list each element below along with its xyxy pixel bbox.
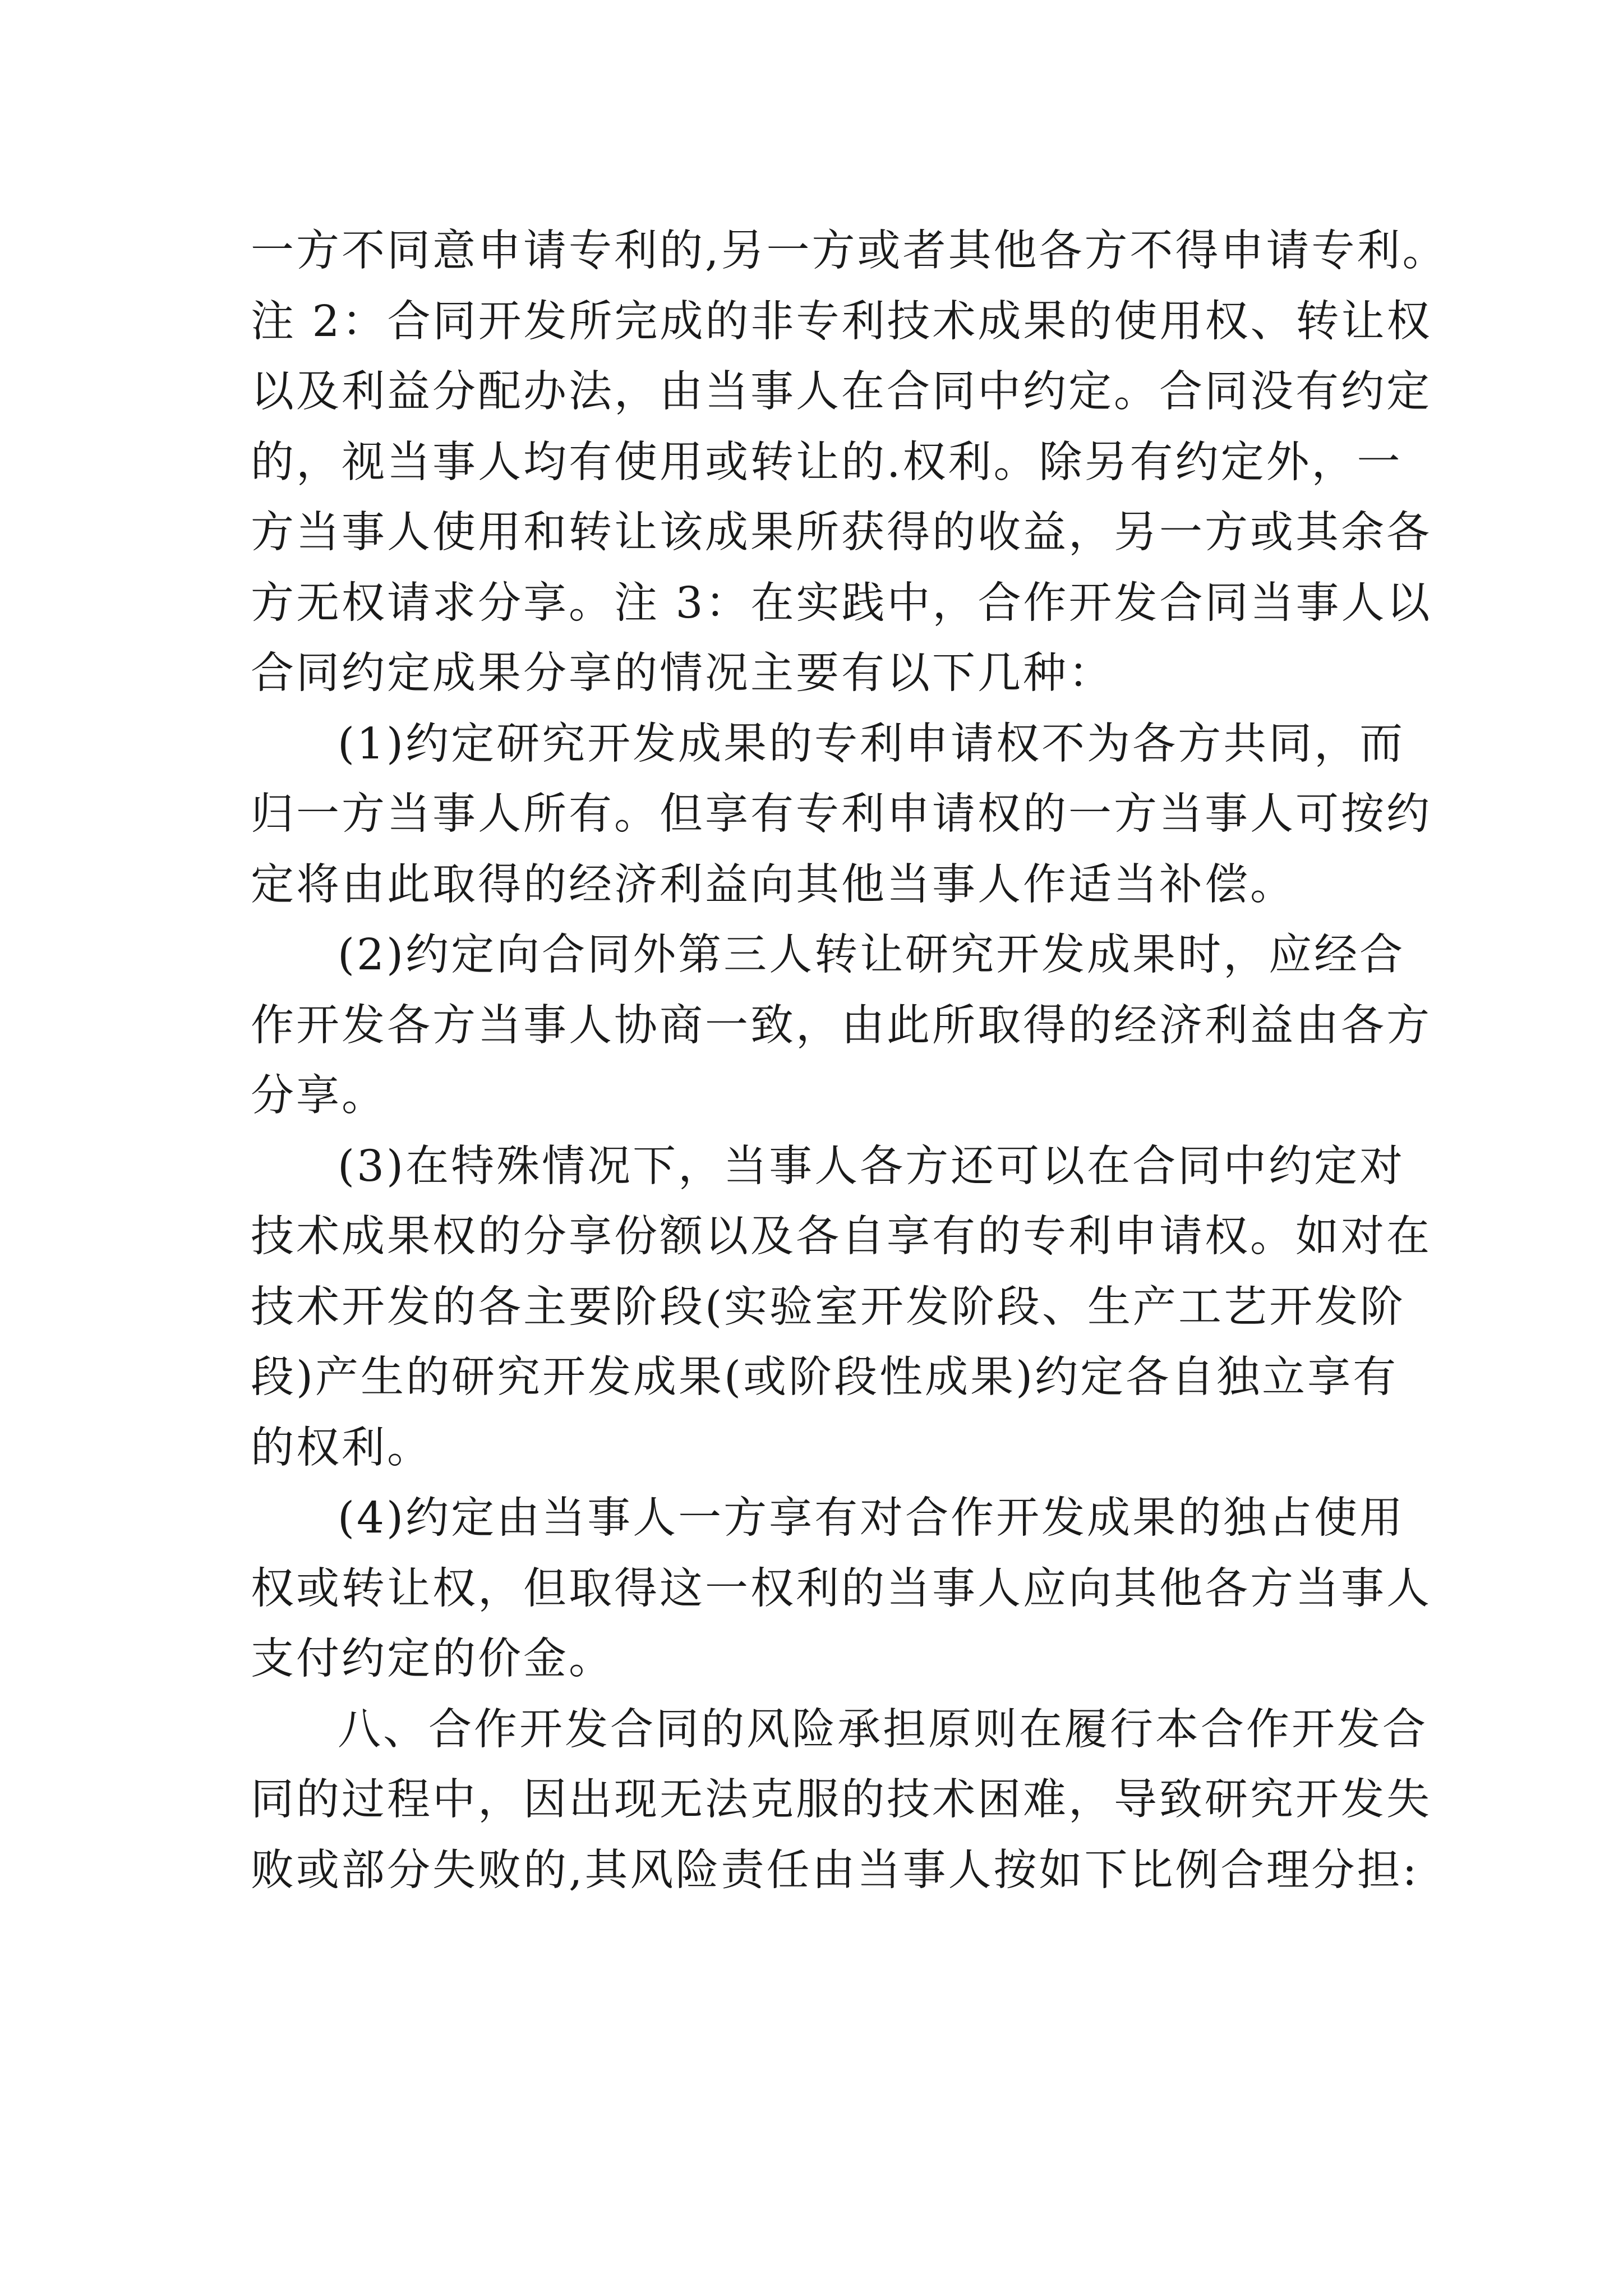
- text-line: 的权利。: [251, 1423, 432, 1473]
- text-line: 方无权请求分享。注 3：在实践中，合作开发合同当事人以: [251, 578, 1432, 628]
- text-line: 以及利益分配办法，由当事人在合同中约定。合同没有约定: [251, 367, 1432, 417]
- text-line: 技术开发的各主要阶段(实验室开发阶段、生产工艺开发阶: [251, 1282, 1406, 1332]
- text-line: (3)在特殊情况下，当事人各方还可以在合同中约定对: [338, 1141, 1405, 1191]
- text-line: 支付约定的价金。: [251, 1634, 614, 1684]
- text-line: 的，视当事人均有使用或转让的.权利。除另有约定外，一: [251, 437, 1403, 487]
- text-line: 方当事人使用和转让该成果所获得的收益，另一方或其余各: [251, 508, 1432, 558]
- text-line: 作开发各方当事人协商一致，由此所取得的经济利益由各方: [251, 1000, 1432, 1051]
- text-line: 合同约定成果分享的情况主要有以下几种：: [251, 648, 1114, 698]
- text-line: 分享。: [251, 1071, 387, 1121]
- text-line: 八、合作开发合同的风险承担原则在履行本合作开发合: [338, 1704, 1428, 1755]
- text-line: 权或转让权，但取得这一权利的当事人应向其他各方当事人: [251, 1563, 1432, 1614]
- text-line: 败或部分失败的,其风险责任由当事人按如下比例合理分担:: [251, 1845, 1419, 1895]
- text-line: (1)约定研究开发成果的专利申请权不为各方共同，而: [338, 719, 1405, 769]
- body-text: [251, 216, 1448, 1906]
- text-line: 注 2：合同开发所完成的非专利技术成果的使用权、转让权: [251, 296, 1432, 347]
- text-line: 段)产生的研究开发成果(或阶段性成果)约定各自独立享有: [251, 1352, 1399, 1402]
- text-line: 同的过程中，因出现无法克服的技术困难，导致研究开发失: [251, 1775, 1432, 1825]
- text-line: (2)约定向合同外第三人转让研究开发成果时，应经合: [338, 930, 1405, 980]
- text-line: (4)约定由当事人一方享有对合作开发成果的独占使用: [338, 1493, 1405, 1543]
- text-line: 归一方当事人所有。但享有专利申请权的一方当事人可按约: [251, 789, 1432, 839]
- text-line: 技术成果权的分享份额以及各自享有的专利申请权。如对在: [251, 1212, 1432, 1262]
- text-line: 定将由此取得的经济利益向其他当事人作适当补偿。: [251, 859, 1295, 910]
- text-line: 一方不同意申请专利的,另一方或者其他各方不得申请专利。: [251, 226, 1448, 276]
